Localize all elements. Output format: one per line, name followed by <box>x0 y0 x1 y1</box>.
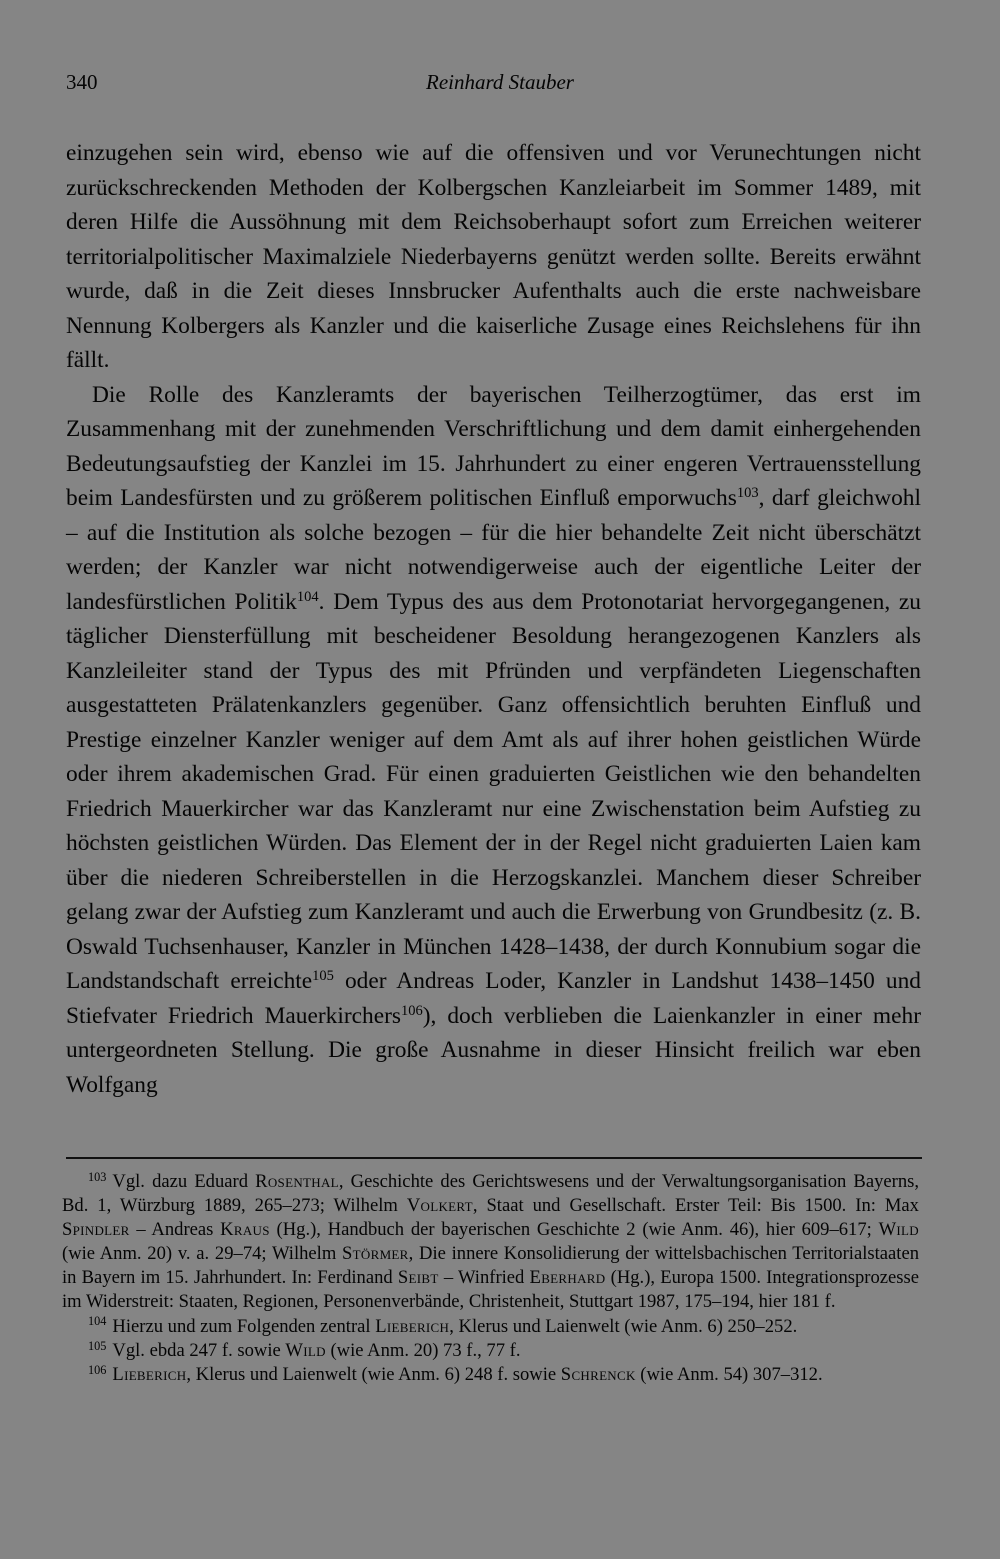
text-run: Hierzu und zum Folgenden zentral <box>112 1315 376 1337</box>
footnote-104 <box>62 1315 919 1339</box>
footnote-separator <box>66 1157 922 1159</box>
paragraph-1 <box>66 136 921 378</box>
text-run: oder Andreas Loder, Kanzler in Landshut 1438–1450 und Stiefvater Friedrich Mauerkirchers <box>66 968 921 1029</box>
author-name: Schrenck <box>560 1363 636 1385</box>
text-run: Vgl. ebda 247 f. sowie <box>112 1339 286 1361</box>
author-name: Seibt <box>397 1267 439 1289</box>
author-name: Spindler <box>62 1219 130 1241</box>
footnote-ref-104[interactable]: 104 <box>296 588 319 605</box>
text-run: – Winfried <box>438 1267 530 1289</box>
text-run: , Die innere Konsolidierung der wittelsbachischen Territorialstaaten in Bayern im 15. Jahrhundert. In: Ferdinand <box>62 1243 919 1289</box>
text-run: Die Rolle des Kanzleramts der bayerischen Teilherzogtümer, das erst im Zusammenhang mit der zunehmenden Verschriftlichung und dem damit einhergehenden Bedeutungsaufstieg der Kanzlei im 15. Jahrhundert zu einer engeren Vertrauensstellung beim Landesfürsten und zu größerem politischen Einfluß emporwuchs <box>66 381 921 511</box>
footnote-103 <box>62 1170 919 1315</box>
footnote-106 <box>62 1363 919 1387</box>
footnote-number: 106 <box>88 1362 107 1377</box>
text-run: – Andreas <box>129 1219 221 1241</box>
footnote-number: 103 <box>88 1169 107 1184</box>
footnote-ref-103[interactable]: 103 <box>736 485 759 502</box>
author-name: Eberhard <box>529 1267 606 1289</box>
text-run: ), doch verblieben die Laienkanzler in einer mehr untergeordneten Stellung. Die große Ausnahme in dieser Hinsicht freilich war eben Wolfgang <box>66 1002 921 1098</box>
text-run: Vgl. dazu Eduard <box>112 1171 256 1192</box>
text-run: einzugehen sein wird, ebenso wie auf die offensiven und vor Verunechtungen nicht zurückschreckenden Methoden der Kolbergschen Kanzleiarbeit im Sommer 1489, mit deren Hilfe die Aussöhnung mit dem Reichsoberhaupt sofort zum Erreichen weiterer territorialpolitischer Maximalziele Niederbayerns genützt werden sollte. Bereits erwähnt wurde, daß in die Zeit dieses Innsbrucker Aufenthalts auch die erste nachweisbare Nennung Kolbergers als Kanzler und die kaiserliche Zusage eines Reichslehens für ihn fällt. <box>66 140 921 373</box>
footnote-ref-106[interactable]: 106 <box>400 1002 423 1019</box>
running-head: Reinhard Stauber <box>426 70 574 94</box>
text-run: (wie Anm. 54) 307–312. <box>635 1363 823 1385</box>
footnote-105 <box>62 1339 919 1363</box>
text-run: (Hg.), Europa 1500. Integrationsprozesse im Widerstreit: Staaten, Regionen, Personenverbände, Christenheit, Stuttgart 1987, 175–194, hier 181 f. <box>62 1267 919 1313</box>
text-run: (Hg.), Handbuch der bayerischen Geschichte 2 (wie Anm. 46), hier 609–617; <box>269 1219 879 1241</box>
page-number: 340 <box>66 70 98 94</box>
author-name: Störmer <box>342 1243 409 1265</box>
footnote-number: 104 <box>88 1314 107 1329</box>
page-header <box>66 70 934 100</box>
text-run: , Staat und Gesellschaft. Erster Teil: Bis 1500. In: Max <box>472 1195 919 1217</box>
text-run: (wie Anm. 20) v. a. 29–74; Wilhelm <box>62 1243 343 1265</box>
author-name: Lieberich <box>112 1363 187 1385</box>
text-run: , Klerus und Laienwelt (wie Anm. 6) 250–252. <box>449 1315 798 1337</box>
footnote-number: 105 <box>88 1338 107 1353</box>
text-run: , Geschichte des Gerichtswesens und der Verwaltungsorganisation Bayerns, Bd. 1, Würzburg 1889, 265–273; Wilhelm <box>62 1171 920 1217</box>
footnote-ref-105[interactable]: 105 <box>312 968 334 985</box>
text-run: , darf gleichwohl – auf die Institution als solche bezogen – für die hier behandelte Zeit nicht überschätzt werden; der Kanzler war nicht notwendigerweise auch der eigentliche Leiter der landesfürstlichen Politik <box>66 485 921 615</box>
author-name: Wild <box>285 1339 326 1361</box>
text-run: (wie Anm. 20) 73 f., 77 f. <box>325 1339 521 1361</box>
author-name: Rosenthal <box>255 1171 339 1192</box>
author-name: Volkert <box>406 1195 473 1217</box>
paragraph-2 <box>66 378 921 1103</box>
text-run: , Klerus und Laienwelt (wie Anm. 6) 248 f. sowie <box>186 1363 561 1385</box>
body-text <box>66 136 921 1102</box>
footnotes <box>62 1170 919 1387</box>
author-name: Kraus <box>220 1219 270 1241</box>
author-name: Lieberich <box>375 1315 450 1337</box>
author-name: Wild <box>878 1219 919 1241</box>
text-run: . Dem Typus des aus dem Protonotariat hervorgegangenen, zu täglicher Diensterfüllung mit bescheidener Besoldung herangezogenen Kanzlers als Kanzleileiter stand der Typus des mit Pfründen und verpfändeten Liegenschaften ausgestatteten Prälatenkanzlers gegenüber. Ganz offensichtlich beruhten Einfluß und Prestige einzelner Kanzler weniger auf dem Amt als auf ihrer hohen geistlichen Würde oder ihrem akademischen Grad. Für einen graduierten Geistlichen wie den behandelten Friedrich Mauerkircher war das Kanzleramt nur eine Zwischenstation beim Aufstieg zu höchsten geistlichen Würden. Das Element der in der Regel nicht graduierten Laien kam über die niederen Schreiberstellen in die Herzogskanzlei. Manchem dieser Schreiber gelang zwar der Aufstieg zum Kanzleramt und auch die Erwerbung von Grundbesitz (z. B. Oswald Tuchsenhauser, Kanzler in München 1428–1438, der durch Konnubium sogar die Landstandschaft erreichte <box>66 588 921 994</box>
